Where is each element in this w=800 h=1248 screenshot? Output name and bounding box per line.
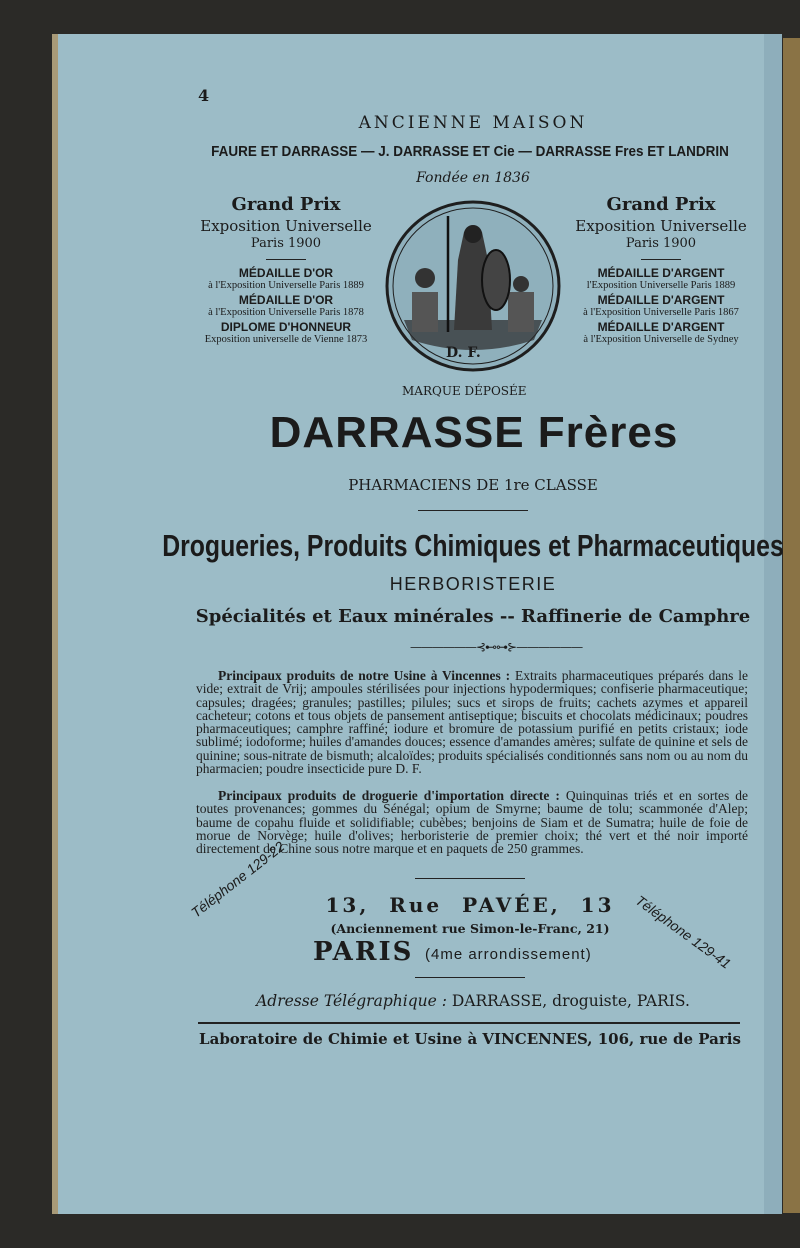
right-detail-2: à l'Exposition Universelle Paris 1867 [583,307,739,318]
left-medal-3: DIPLOME D'HONNEUR [220,320,352,334]
right-detail-3: à l'Exposition Universelle de Sydney [583,334,739,345]
left-title: Grand Prix [231,194,341,215]
activity: Drogueries, Produits Chimiques et Pharmaceutiques [162,528,784,563]
right-medal-2: MÉDAILLE D'ARGENT [597,293,725,307]
right-expo: Exposition Universelle [575,217,747,235]
telegraph-line [73,992,800,1010]
city: PARIS [313,937,414,967]
laboratory-line: Laboratoire de Chimie et Usine à VINCENNES, 106, rue de Paris [199,1030,741,1048]
herboristerie: HERBORISTERIE [389,574,557,594]
left-expo: Exposition Universelle [200,217,372,235]
logo-initials: D. F. [446,345,481,361]
left-medal-1: MÉDAILLE D'OR [238,266,334,280]
heading: ANCIENNE MAISON [358,113,588,133]
ornament-divider: ——————⊰⊷⊶⊱—————— [410,640,583,654]
paragraph-usine-text: Extraits pharmaceutiques préparés dans le vide; extrait de Vrij; ampoules stérilisées pour injections hypodermiques; confiserie pharmaceutique; capsules; dragées; granules; pastilles; pilules; sucs et sirops de fruits; cachets azymes et appareil cacheteur; cotons et tous objets de pansement antiseptique; biscuits et chocolats médicinaux; poudres pharmaceutiques; camphre raffiné; iodure et bromure de potassium purifié en petits cristaux; iode sublimé; iodoforme; huiles d'amandes douces; essence d'amandes amères; sulfate de quinine et sels de quinine; sous-nitrate de bismuth; alcaloïdes; produits spécialisés conditionnés sans nom ou au nom du pharmacien; poudre insecticide pure D. F. [196,668,748,777]
left-medal-2: MÉDAILLE D'OR [238,293,334,307]
telegraph-label: Adresse Télégraphique : [256,992,447,1010]
paragraph-usine [196,669,748,775]
right-detail-1: l'Exposition Universelle Paris 1889 [586,280,736,291]
left-detail-2: à l'Exposition Universelle Paris 1878 [208,307,364,318]
right-awards [568,194,754,345]
paragraph-usine-lead: Principaux produits de notre Usine à Vincennes : [218,668,511,683]
former-address: (Anciennement rue Simon-le-Franc, 21) [330,921,610,936]
paragraph-import-lead: Principaux produits de droguerie d'importation directe : [218,788,560,803]
telegraph-value: DARRASSE, droguiste, PARIS. [451,992,690,1010]
left-place: Paris 1900 [250,236,322,251]
company-subtitle: PHARMACIENS DE 1re CLASSE [348,476,598,494]
right-place: Paris 1900 [625,236,697,251]
street-address: 13, Rue PAVÉE, 13 [325,893,615,917]
right-medal-3: MÉDAILLE D'ARGENT [597,320,725,334]
left-detail-3: Exposition universelle de Vienne 1873 [204,334,368,345]
page-number: 4 [198,86,210,105]
logo-caption: MARQUE DÉPOSÉE [402,384,527,398]
right-title: Grand Prix [606,194,716,215]
telephone-left: Téléphone 129-22 [188,838,288,921]
founded: Fondée en 1836 [416,170,530,186]
right-medal-1: MÉDAILLE D'ARGENT [597,266,725,280]
company-name: DARRASSE Frères [269,408,679,457]
telephone-right: Téléphone 129-41 [632,892,734,972]
paragraph-import-text: Quinquinas triés et en sortes de toutes provenances; gommes du Sénégal; opium de Smyrne; baume de tolu; scammonée d'Alep; baume de copahu fluide et solidifiable; cubèbes; benjoins de Siam et de Sumatra; huile de foie de morue de Norvège; huile d'olives; herboristerie de premier choix; thé vert et thé noir importé directement de Chine sous notre marque et en paquets de 250 grammes. [196,788,748,857]
left-awards [196,194,376,345]
specialties: Spécialités et Eaux minérales -- Raffinerie de Camphre [195,606,751,627]
lineage: FAURE ET DARRASSE — J. DARRASSE ET Cie — DARRASSE Fres ET LANDRIN [211,144,729,160]
district: (4me arrondissement) [425,946,592,963]
left-detail-1: à l'Exposition Universelle Paris 1889 [208,280,364,291]
